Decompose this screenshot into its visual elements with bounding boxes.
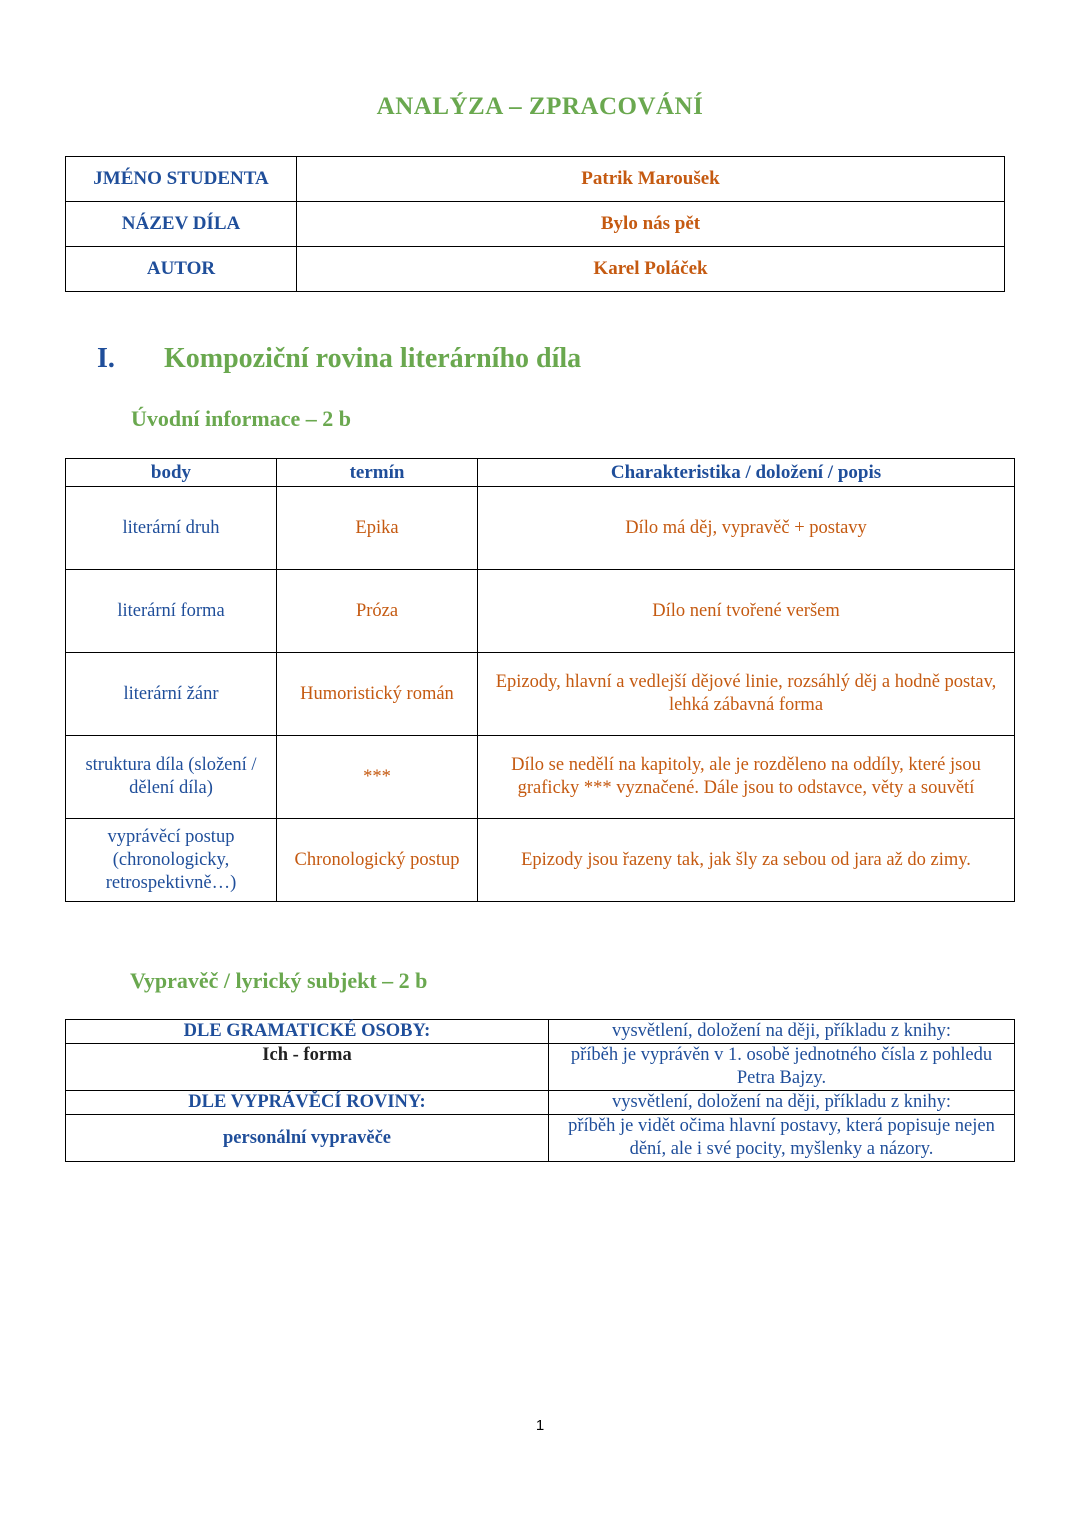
cell-term: Humoristický román	[277, 653, 478, 736]
section-title: Kompoziční rovina literárního díla	[164, 343, 582, 374]
intro-table	[65, 458, 1015, 902]
table-row	[66, 570, 1015, 653]
cell-description: Dílo má děj, vypravěč + postavy	[478, 487, 1015, 570]
table-header-row	[66, 459, 1015, 487]
info-label: AUTOR	[66, 247, 297, 292]
narrative-level-header: DLE VYPRÁVĚCÍ ROVINY:	[66, 1091, 549, 1115]
table-row	[66, 157, 1005, 202]
info-label: NÁZEV DÍLA	[66, 202, 297, 247]
grammatical-person-header: DLE GRAMATICKÉ OSOBY:	[66, 1020, 549, 1044]
section-heading	[97, 343, 581, 375]
cell-body: literární žánr	[66, 653, 277, 736]
narrator-heading: Vypravěč / lyrický subjekt – 2 b	[130, 968, 428, 993]
table-header-row	[66, 1020, 1015, 1044]
student-info-table	[65, 156, 1005, 292]
cell-term: Epika	[277, 487, 478, 570]
column-header-body: body	[66, 459, 277, 487]
cell-description: Dílo není tvořené veršem	[478, 570, 1015, 653]
table-row	[66, 1044, 1015, 1091]
cell-term: ***	[277, 736, 478, 819]
table-row	[66, 736, 1015, 819]
info-label: JMÉNO STUDENTA	[66, 157, 297, 202]
table-row	[66, 819, 1015, 902]
cell-body: struktura díla (složení / dělení díla)	[66, 736, 277, 819]
cell-body: literární forma	[66, 570, 277, 653]
document-title: ANALÝZA – ZPRACOVÁNÍ	[376, 93, 704, 120]
cell-description: Epizody, hlavní a vedlejší dějové linie, rozsáhlý děj a hodně postav, lehká zábavná forma	[478, 653, 1015, 736]
info-value: Bylo nás pět	[297, 202, 1005, 247]
column-header-term: termín	[277, 459, 478, 487]
info-value: Patrik Maroušek	[297, 157, 1005, 202]
intro-heading: Úvodní informace – 2 b	[131, 406, 351, 431]
cell-body: vyprávěcí postup (chronologicky, retrospektivně…)	[66, 819, 277, 902]
info-value: Karel Poláček	[297, 247, 1005, 292]
table-row	[66, 247, 1005, 292]
table-row	[66, 202, 1005, 247]
table-row	[66, 1115, 1015, 1162]
section-number: I.	[97, 343, 115, 374]
narrative-level-explanation: příběh je vidět očima hlavní postavy, která popisuje nejen dění, ale i své pocity, myšlenky a názory.	[549, 1115, 1015, 1162]
cell-term: Chronologický postup	[277, 819, 478, 902]
table-header-row	[66, 1091, 1015, 1115]
cell-body: literární druh	[66, 487, 277, 570]
grammatical-person-value: Ich - forma	[66, 1044, 549, 1091]
grammatical-person-explanation: příběh je vyprávěn v 1. osobě jednotného čísla z pohledu Petra Bajzy.	[549, 1044, 1015, 1091]
narrator-table	[65, 1019, 1015, 1162]
grammatical-person-hint: vysvětlení, doložení na ději, příkladu z knihy:	[549, 1020, 1015, 1044]
cell-description: Dílo se nedělí na kapitoly, ale je rozděleno na oddíly, které jsou graficky *** vyznačené. Dále jsou to odstavce, věty a souvětí	[478, 736, 1015, 819]
cell-term: Próza	[277, 570, 478, 653]
column-header-description: Charakteristika / doložení / popis	[478, 459, 1015, 487]
table-row	[66, 487, 1015, 570]
cell-description: Epizody jsou řazeny tak, jak šly za sebou od jara až do zimy.	[478, 819, 1015, 902]
narrative-level-value: personální vypravěče	[66, 1115, 549, 1162]
narrative-level-hint: vysvětlení, doložení na ději, příkladu z knihy:	[549, 1091, 1015, 1115]
table-row	[66, 653, 1015, 736]
page-number: 1	[535, 1417, 545, 1434]
